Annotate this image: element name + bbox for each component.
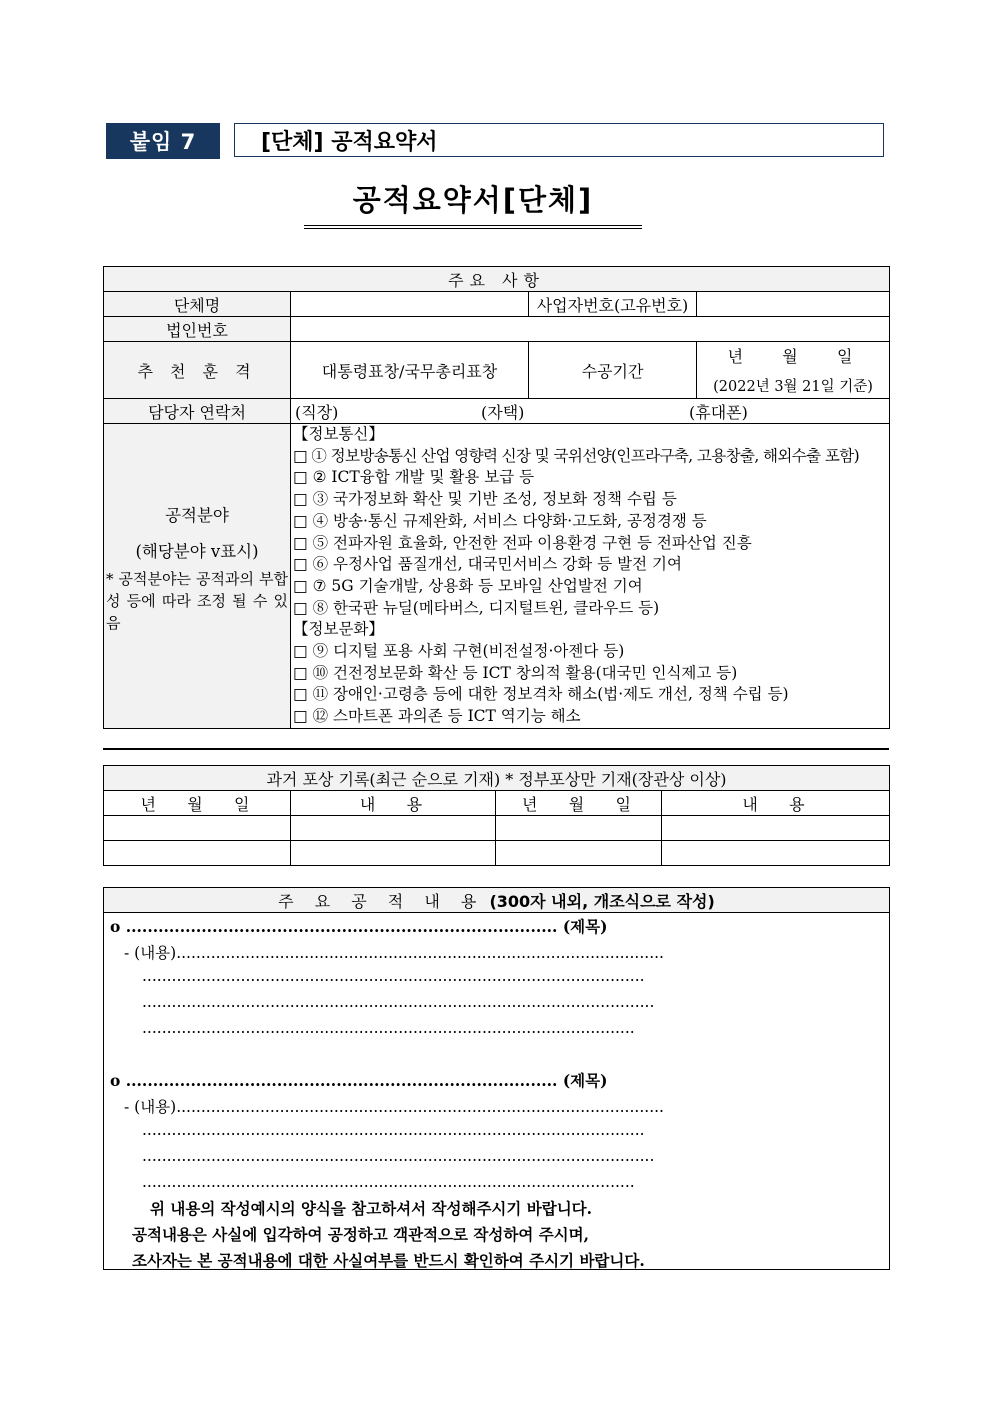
main-info-table (103, 266, 890, 729)
field-item[interactable]: □ ② ICT융합 개발 및 활용 보급 등 (293, 468, 535, 487)
contact-label: 담당자 연락처 (104, 399, 291, 424)
biz-no-label: 사업자번호(고유번호) (529, 292, 697, 317)
service-date-cell[interactable] (697, 342, 890, 399)
award-cell[interactable] (104, 816, 291, 841)
org-name-field[interactable] (291, 292, 529, 317)
section-ict: 【정보통신】 (293, 425, 384, 443)
date-note: (2022년 3월 21일 기준) (713, 379, 873, 395)
merit-dots: ...................................................................................................... (142, 967, 645, 985)
awards-col-content: 내 용 (291, 791, 496, 816)
corp-no-field[interactable] (291, 317, 890, 342)
field-item[interactable]: □ ⑪ 장애인·고령층 등에 대한 정보격차 해소(법·제도 개선, 정책 수립 등) (293, 685, 789, 704)
field-item[interactable]: □ ③ 국가정보화 확산 및 기반 조성, 정보화 정책 수립 등 (293, 490, 677, 509)
field-sub: (해당분야 v표시) (135, 542, 259, 561)
merit-title-line: o ................................................................................ (제목) (110, 917, 608, 936)
section-culture: 【정보문화】 (293, 620, 384, 639)
awards-col-date: 년 월 일 (104, 791, 291, 816)
award-cell[interactable] (291, 841, 496, 866)
merit-dots: ...................................................................................................... (142, 1121, 645, 1139)
field-list-cell[interactable] (291, 424, 890, 729)
award-cell[interactable] (291, 816, 496, 841)
date-line: 년 월 일 (727, 347, 859, 366)
merit-table (103, 887, 890, 1270)
merit-note-2: 공적내용은 사실에 입각하여 공정하고 객관적으로 작성하여 주시며, (132, 1225, 590, 1244)
contact-field[interactable] (291, 399, 890, 424)
award-cell[interactable] (662, 816, 890, 841)
field-item[interactable]: □ ⑨ 디지털 포용 사회 구현(비전설정·아젠다 등) (293, 642, 625, 661)
merit-heading: 주 요 공 적 내 용 (278, 891, 485, 911)
field-label: 공적분야 (165, 506, 229, 525)
merit-note-1: 위 내용의 작성예시의 양식을 참고하셔서 작성해주시기 바랍니다. (150, 1199, 593, 1218)
merit-dots: ........................................................................................................ (142, 1147, 655, 1165)
field-item[interactable]: □ ④ 방송·통신 규제완화, 서비스 다양화·고도화, 공정경쟁 등 (293, 511, 707, 530)
merit-note-3: 조사자는 본 공적내용에 대한 사실여부를 반드시 확인하여 주시기 바랍니다. (132, 1251, 645, 1270)
field-item[interactable]: □ ⑥ 우정사업 품질개선, 대국민서비스 강화 등 발전 기여 (293, 555, 682, 574)
document-title: 공적요약서[단체] (304, 178, 642, 229)
award-cell[interactable] (662, 841, 890, 866)
award-cell[interactable] (104, 841, 291, 866)
awards-table (103, 765, 890, 866)
biz-no-field[interactable] (697, 292, 890, 317)
section-divider (103, 748, 889, 750)
award-cell[interactable] (496, 816, 662, 841)
merit-content-line: - (내용)................................................................................................... (124, 944, 664, 962)
awards-col-content: 내 용 (662, 791, 890, 816)
merit-dots: .................................................................................................... (142, 1019, 635, 1037)
field-label-cell (104, 424, 291, 729)
merit-heading-note: (300자 내외, 개조식으로 작성) (489, 891, 715, 911)
field-note: * 공적분야는 공적과의 부합성 등에 따라 조정 될 수 있음 (106, 570, 288, 632)
service-label: 수공기간 (529, 342, 697, 399)
merit-dots: ........................................................................................................ (142, 993, 655, 1011)
merit-title-line: o ................................................................................ (제목) (110, 1071, 608, 1090)
contact-mobile: (휴대폰) (689, 402, 748, 422)
merit-dots: .................................................................................................... (142, 1173, 635, 1191)
header-title: [단체] 공적요약서 (234, 123, 884, 157)
contact-home: (자택) (481, 402, 525, 422)
award-value: 대통령표창/국무총리표창 (291, 342, 529, 399)
award-cell[interactable] (496, 841, 662, 866)
field-item[interactable]: □ ⑦ 5G 기술개발, 상용화 등 모바일 산업발전 기여 (293, 576, 643, 595)
awards-heading: 과거 포상 기록(최근 순으로 기재) * 정부포상만 기재(장관상 이상) (104, 766, 890, 791)
field-item[interactable]: □ ⑧ 한국판 뉴딜(메타버스, 디지털트윈, 클라우드 등) (293, 598, 660, 617)
awards-col-date: 년 월 일 (496, 791, 662, 816)
field-item[interactable]: □ ⑩ 건전정보문화 확산 등 ICT 창의적 활용(대국민 인식제고 등) (293, 663, 738, 682)
field-item[interactable]: □ ⑤ 전파자원 효율화, 안전한 전파 이용환경 구현 등 전파산업 진흥 (293, 533, 752, 552)
award-label: 추 천 훈 격 (104, 342, 291, 399)
corp-no-label: 법인번호 (104, 317, 291, 342)
merit-content-cell[interactable] (104, 913, 890, 1270)
org-name-label: 단체명 (104, 292, 291, 317)
field-item[interactable]: □ ① 정보방송통신 산업 영향력 신장 및 국위선양(인프라구축, 고용창출, 해외수출 포함) (293, 446, 860, 465)
merit-content-line: - (내용)................................................................................................... (124, 1098, 664, 1116)
attachment-badge: 붙임 7 (106, 123, 220, 159)
merit-heading-cell (104, 888, 890, 913)
contact-work: (직장) (295, 402, 339, 422)
field-item[interactable]: □ ⑫ 스마트폰 과의존 등 ICT 역기능 해소 (293, 707, 581, 726)
main-table-heading: 주요 사항 (104, 267, 890, 292)
